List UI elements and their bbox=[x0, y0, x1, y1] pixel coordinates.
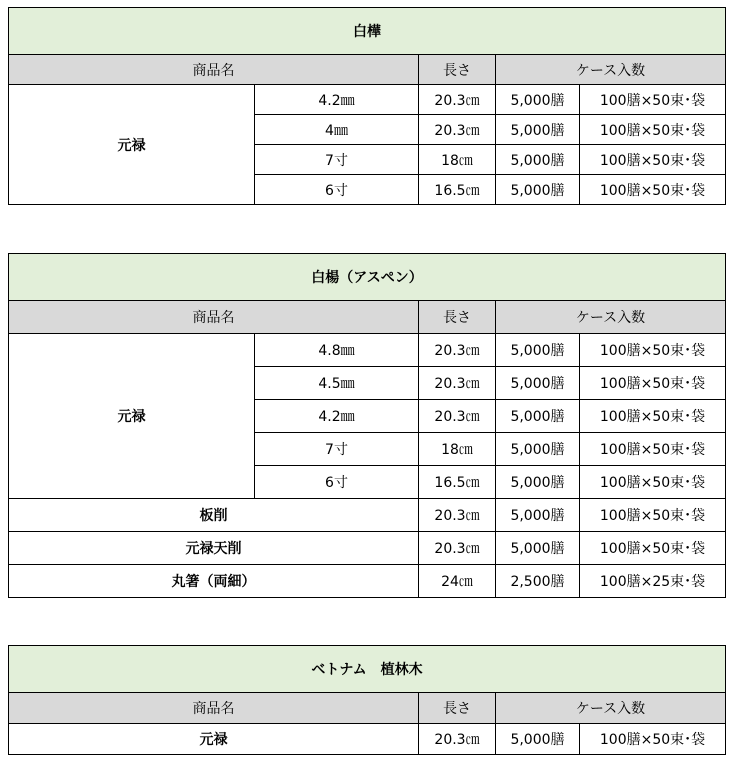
aspen-table bbox=[8, 253, 726, 598]
table-row bbox=[9, 334, 726, 367]
length-cell: 20.3㎝ bbox=[419, 532, 496, 565]
length-cell: 20.3㎝ bbox=[419, 724, 496, 755]
length-cell: 20.3㎝ bbox=[419, 334, 496, 367]
header-length: 長さ bbox=[419, 55, 496, 85]
length-cell: 20.3㎝ bbox=[419, 115, 496, 145]
product-name-cell: 元禄天削 bbox=[9, 532, 419, 565]
group-label: 元禄 bbox=[9, 85, 255, 205]
length-cell: 20.3㎝ bbox=[419, 85, 496, 115]
qty-cell: 5,000膳 bbox=[496, 466, 580, 499]
size-cell: 4㎜ bbox=[255, 115, 419, 145]
table-row bbox=[9, 724, 726, 755]
pack-cell: 100膳×50束･袋 bbox=[580, 433, 726, 466]
header-product-name: 商品名 bbox=[9, 693, 419, 724]
pack-cell: 100膳×50束･袋 bbox=[580, 175, 726, 205]
length-cell: 20.3㎝ bbox=[419, 499, 496, 532]
size-cell: 4.2㎜ bbox=[255, 400, 419, 433]
length-cell: 20.3㎝ bbox=[419, 400, 496, 433]
header-length: 長さ bbox=[419, 301, 496, 334]
header-product-name: 商品名 bbox=[9, 55, 419, 85]
header-case-quantity: ケース入数 bbox=[496, 55, 726, 85]
length-cell: 16.5㎝ bbox=[419, 175, 496, 205]
aspen-title: 白楊（アスペン） bbox=[9, 254, 726, 301]
qty-cell: 5,000膳 bbox=[496, 400, 580, 433]
length-cell: 24㎝ bbox=[419, 565, 496, 598]
size-cell: 7寸 bbox=[255, 145, 419, 175]
pack-cell: 100膳×50束･袋 bbox=[580, 466, 726, 499]
qty-cell: 2,500膳 bbox=[496, 565, 580, 598]
pack-cell: 100膳×50束･袋 bbox=[580, 334, 726, 367]
table-row bbox=[9, 85, 726, 115]
pack-cell: 100膳×50束･袋 bbox=[580, 145, 726, 175]
header-product-name: 商品名 bbox=[9, 301, 419, 334]
qty-cell: 5,000膳 bbox=[496, 367, 580, 400]
qty-cell: 5,000膳 bbox=[496, 433, 580, 466]
shiraka-table bbox=[8, 7, 726, 205]
group-label: 元禄 bbox=[9, 334, 255, 499]
qty-cell: 5,000膳 bbox=[496, 532, 580, 565]
qty-cell: 5,000膳 bbox=[496, 724, 580, 755]
size-cell: 4.8㎜ bbox=[255, 334, 419, 367]
length-cell: 20.3㎝ bbox=[419, 367, 496, 400]
header-case-quantity: ケース入数 bbox=[496, 301, 726, 334]
qty-cell: 5,000膳 bbox=[496, 175, 580, 205]
qty-cell: 5,000膳 bbox=[496, 115, 580, 145]
length-cell: 16.5㎝ bbox=[419, 466, 496, 499]
vietnam-table bbox=[8, 645, 726, 755]
pack-cell: 100膳×50束･袋 bbox=[580, 499, 726, 532]
pack-cell: 100膳×50束･袋 bbox=[580, 400, 726, 433]
size-cell: 6寸 bbox=[255, 175, 419, 205]
size-cell: 6寸 bbox=[255, 466, 419, 499]
product-name-cell: 丸箸（両細） bbox=[9, 565, 419, 598]
pack-cell: 100膳×50束･袋 bbox=[580, 724, 726, 755]
pack-cell: 100膳×50束･袋 bbox=[580, 85, 726, 115]
pack-cell: 100膳×50束･袋 bbox=[580, 115, 726, 145]
qty-cell: 5,000膳 bbox=[496, 334, 580, 367]
table-row bbox=[9, 499, 726, 532]
shiraka-title: 白樺 bbox=[9, 8, 726, 55]
length-cell: 18㎝ bbox=[419, 433, 496, 466]
vietnam-title: ベトナム 植林木 bbox=[9, 646, 726, 693]
pack-cell: 100膳×50束･袋 bbox=[580, 367, 726, 400]
size-cell: 4.2㎜ bbox=[255, 85, 419, 115]
size-cell: 4.5㎜ bbox=[255, 367, 419, 400]
product-name-cell: 元禄 bbox=[9, 724, 419, 755]
table-row bbox=[9, 565, 726, 598]
size-cell: 7寸 bbox=[255, 433, 419, 466]
qty-cell: 5,000膳 bbox=[496, 145, 580, 175]
qty-cell: 5,000膳 bbox=[496, 499, 580, 532]
header-length: 長さ bbox=[419, 693, 496, 724]
product-name-cell: 板削 bbox=[9, 499, 419, 532]
qty-cell: 5,000膳 bbox=[496, 85, 580, 115]
table-row bbox=[9, 532, 726, 565]
pack-cell: 100膳×50束･袋 bbox=[580, 532, 726, 565]
header-case-quantity: ケース入数 bbox=[496, 693, 726, 724]
pack-cell: 100膳×25束･袋 bbox=[580, 565, 726, 598]
length-cell: 18㎝ bbox=[419, 145, 496, 175]
